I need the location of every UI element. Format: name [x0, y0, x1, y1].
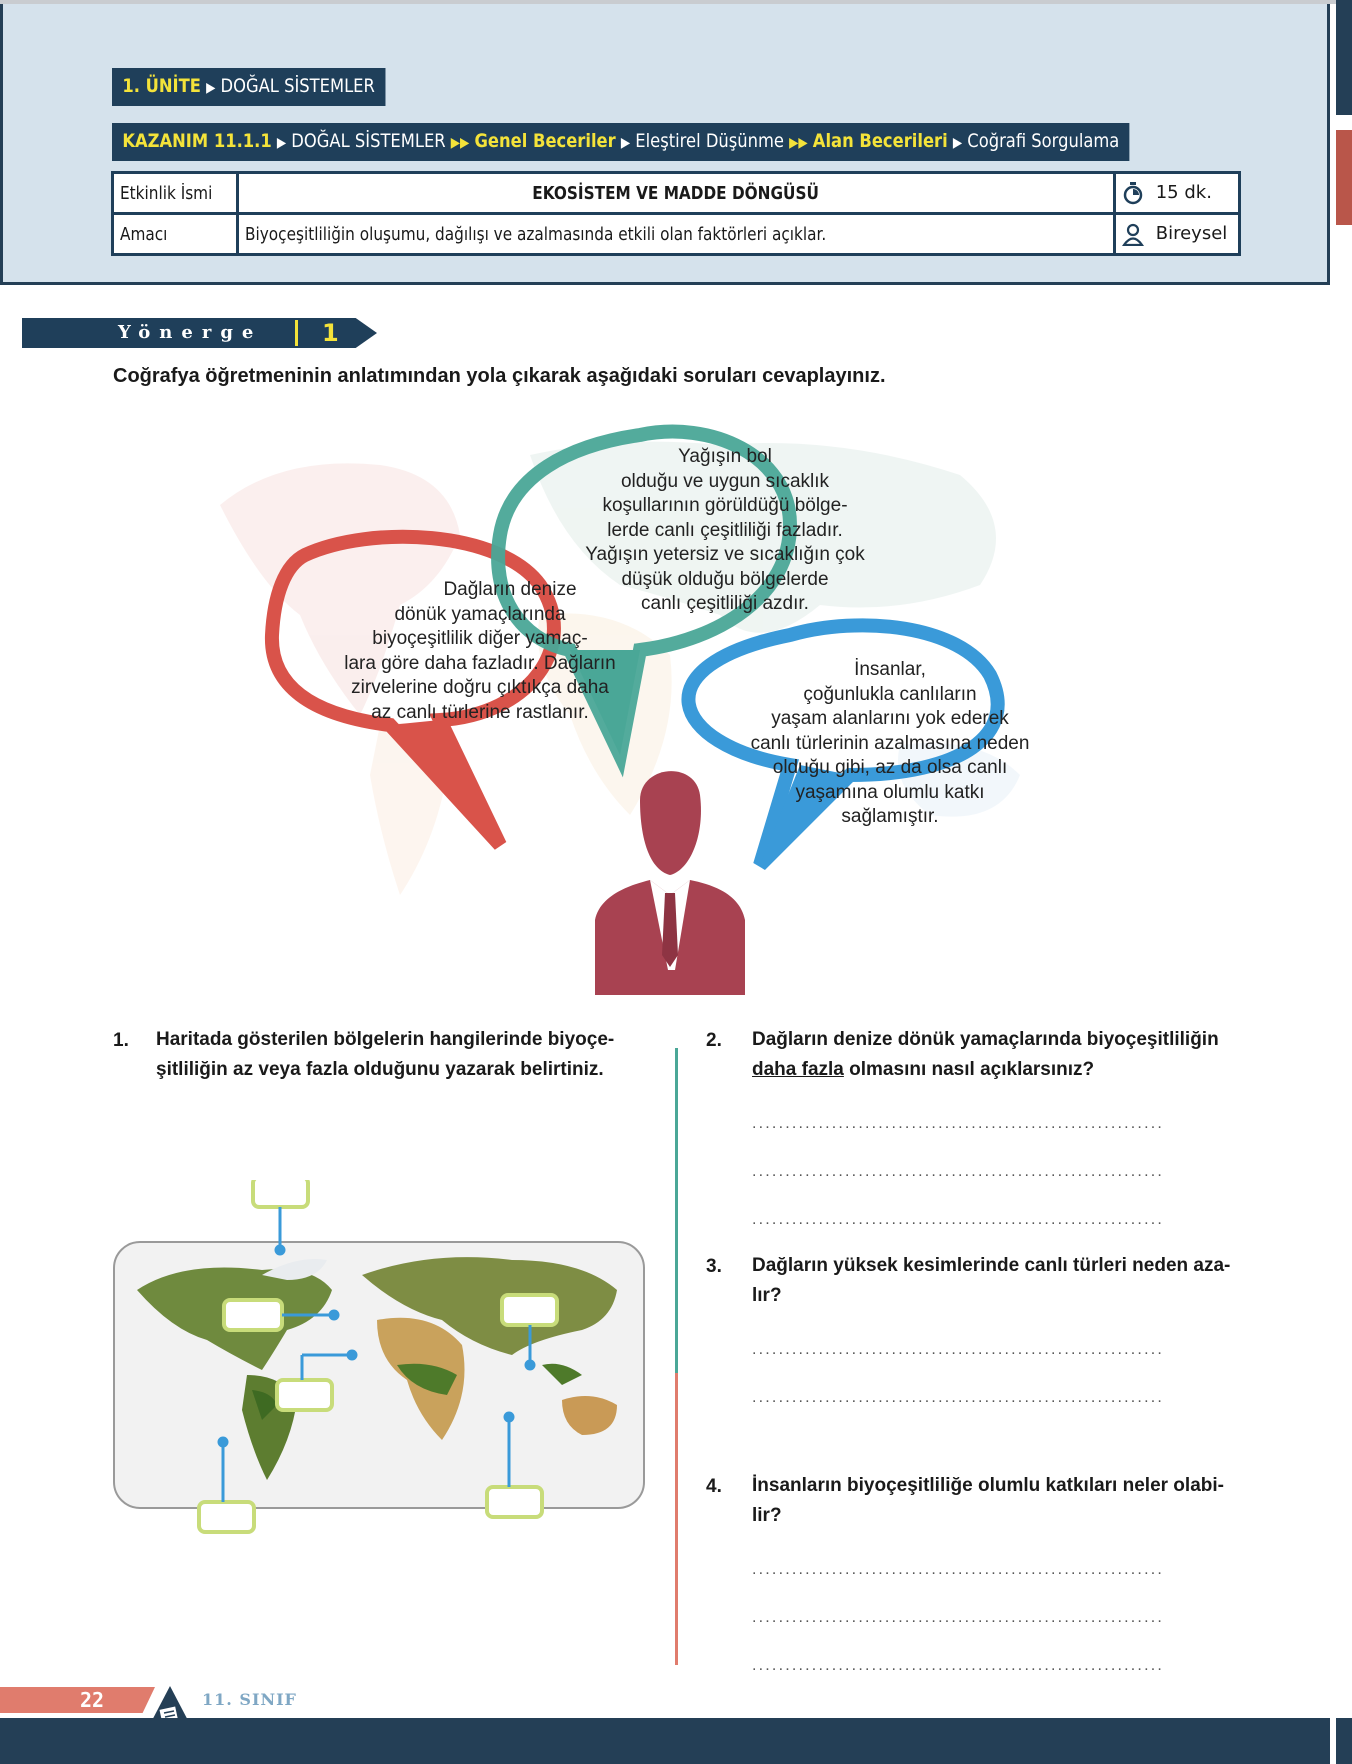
bubble-line: yaşam alanlarını yok ederek [771, 708, 1009, 729]
question-line: lır? [752, 1285, 782, 1306]
answer-line-q2-3[interactable]: .............................................................. [752, 1211, 1165, 1228]
bubble-line: İnsanlar, [854, 659, 926, 680]
stopwatch-icon [1122, 181, 1144, 205]
answer-line-q4-2[interactable]: .............................................................. [752, 1609, 1165, 1626]
question-1-text [156, 1025, 666, 1085]
triangle-icon: ▶ [206, 80, 216, 96]
grade-label: 11. SINIF [202, 1690, 297, 1709]
unit-tag [112, 68, 385, 106]
answer-line-q3-2[interactable]: .............................................................. [752, 1389, 1165, 1406]
page-number-tab [0, 1687, 155, 1713]
general-skills-label: Genel Beceriler [474, 130, 616, 152]
purpose-label: Amacı [113, 214, 238, 255]
double-triangle-icon: ▶▶ [789, 135, 808, 151]
side-bar-top [1336, 0, 1352, 115]
question-line: lir? [752, 1505, 782, 1526]
question-2-text [752, 1025, 1252, 1085]
bubble-line: Yağışın yetersiz ve sıcaklığın çok [585, 544, 865, 565]
kazanim-topic: DOĞAL SİSTEMLER [291, 130, 446, 152]
activity-name: EKOSİSTEM VE MADDE DÖNGÜSÜ [238, 173, 1115, 214]
question-2-number: 2. [706, 1030, 722, 1051]
triangle-icon: ▶ [620, 135, 631, 151]
general-skills-value: Eleştirel Düşünme [635, 130, 784, 152]
question-line: Haritada gösterilen bölgelerin hangilerinde biyoçe- [156, 1029, 615, 1050]
top-rule [0, 0, 1352, 4]
bubble-line: lara göre daha fazladır. Dağların [344, 652, 616, 674]
label-box [199, 1502, 254, 1532]
bubble-line: dönük yamaçlarında [394, 603, 566, 625]
question-line: İnsanların biyoçeşitliliğe olumlu katkıları neler olabi- [752, 1475, 1224, 1496]
emphasis-text: daha fazla [752, 1059, 844, 1080]
question-line: Dağların denize dönük yamaçlarında biyoçeşitliliğin [752, 1029, 1219, 1050]
unit-title: DOĞAL SİSTEMLER [220, 75, 375, 97]
triangle-icon: ▶ [276, 135, 287, 151]
directive-label: Yönerge [118, 322, 263, 343]
bubble-line: biyoçeşitlilik diğer yamaç- [372, 628, 588, 649]
page-number: 22 [80, 1688, 105, 1712]
triangle-icon: ▶ [952, 135, 963, 151]
kazanim-code: KAZANIM 11.1.1 [122, 130, 272, 152]
green-bubble-text [575, 445, 875, 617]
world-map-exercise [112, 1180, 652, 1590]
field-skills-value: Coğrafi Sorgulama [967, 130, 1120, 152]
kazanim-tag [112, 123, 1130, 161]
bubble-line: düşük olduğu bölgelerde [621, 568, 829, 590]
activity-name-label: Etkinlik İsmi [113, 173, 238, 214]
question-line [752, 1055, 1252, 1085]
footer-bar [0, 1718, 1330, 1764]
answer-line-q4-1[interactable]: .............................................................. [752, 1561, 1165, 1578]
bubble-line: canlı türlerinin azalmasına neden [750, 732, 1030, 754]
question-3-number: 3. [706, 1256, 722, 1277]
bubble-line: sağlamıştır. [841, 806, 939, 827]
bubble-line: olduğu gibi, az da olsa canlı [772, 757, 1008, 778]
directive-separator [295, 320, 298, 346]
question-4-number: 4. [706, 1476, 722, 1497]
bubble-line: Yağışın bol [678, 446, 772, 467]
field-skills-label: Alan Becerileri [812, 130, 948, 152]
bubble-line: Dağların denize [443, 579, 577, 600]
purpose: Biyoçeşitliliğin oluşumu, dağılışı ve azalmasında etkili olan faktörleri açıklar. [238, 214, 1115, 255]
bubble-line: zirvelerine doğru çıktıkça daha [351, 677, 609, 698]
person-icon [1122, 222, 1144, 246]
answer-line-q4-3[interactable]: .............................................................. [752, 1657, 1165, 1674]
duration: 15 dk. [1155, 182, 1212, 203]
question-line: Dağların yüksek kesimlerinde canlı türleri neden aza- [752, 1255, 1231, 1276]
label-box [502, 1295, 557, 1325]
bubble-line: olduğu ve uygun sıcaklık [620, 470, 830, 492]
question-1-number: 1. [113, 1030, 129, 1051]
instruction-text: Coğrafya öğretmeninin anlatımından yola çıkarak aşağıdaki soruları cevaplayınız. [113, 365, 886, 387]
column-divider-top [675, 1048, 678, 1373]
label-box [253, 1180, 308, 1207]
unit-number: 1. ÜNİTE [122, 75, 201, 97]
double-triangle-icon: ▶▶ [450, 135, 470, 151]
bubble-line: lerde canlı çeşitliliği fazladır. [607, 519, 843, 541]
label-box [224, 1300, 282, 1330]
question-4-text [752, 1471, 1252, 1531]
mode: Bireysel [1155, 223, 1228, 244]
question-line-rest: olmasını nasıl açıklarsınız? [843, 1059, 1095, 1080]
bubble-line: az canlı türlerine rastlanır. [371, 701, 589, 723]
mode-cell [1115, 214, 1240, 255]
teacher-figure [595, 771, 745, 995]
label-box [487, 1487, 542, 1517]
question-3-text [752, 1251, 1252, 1311]
answer-line-q2-2[interactable]: .............................................................. [752, 1163, 1165, 1180]
side-bar-accent [1336, 130, 1352, 225]
side-bar-bottom [1336, 1718, 1352, 1764]
bubble-line: çoğunlukla canlıların [803, 683, 977, 705]
column-divider-bottom [675, 1373, 678, 1665]
bubble-line: yaşamına olumlu katkı [795, 781, 985, 803]
activity-info-table [111, 171, 1241, 256]
question-line: şitliliğin az veya fazla olduğunu yazarak belirtiniz. [156, 1059, 604, 1080]
bubble-line: koşullarının görüldüğü bölge- [602, 495, 848, 516]
bubble-line: canlı çeşitliliği azdır. [641, 593, 809, 614]
answer-line-q3-1[interactable]: .............................................................. [752, 1341, 1165, 1358]
blue-bubble-text [730, 658, 1050, 830]
duration-cell [1115, 173, 1240, 214]
answer-line-q2-1[interactable]: .............................................................. [752, 1115, 1165, 1132]
label-box [277, 1380, 332, 1410]
directive-number: 1 [322, 319, 339, 347]
